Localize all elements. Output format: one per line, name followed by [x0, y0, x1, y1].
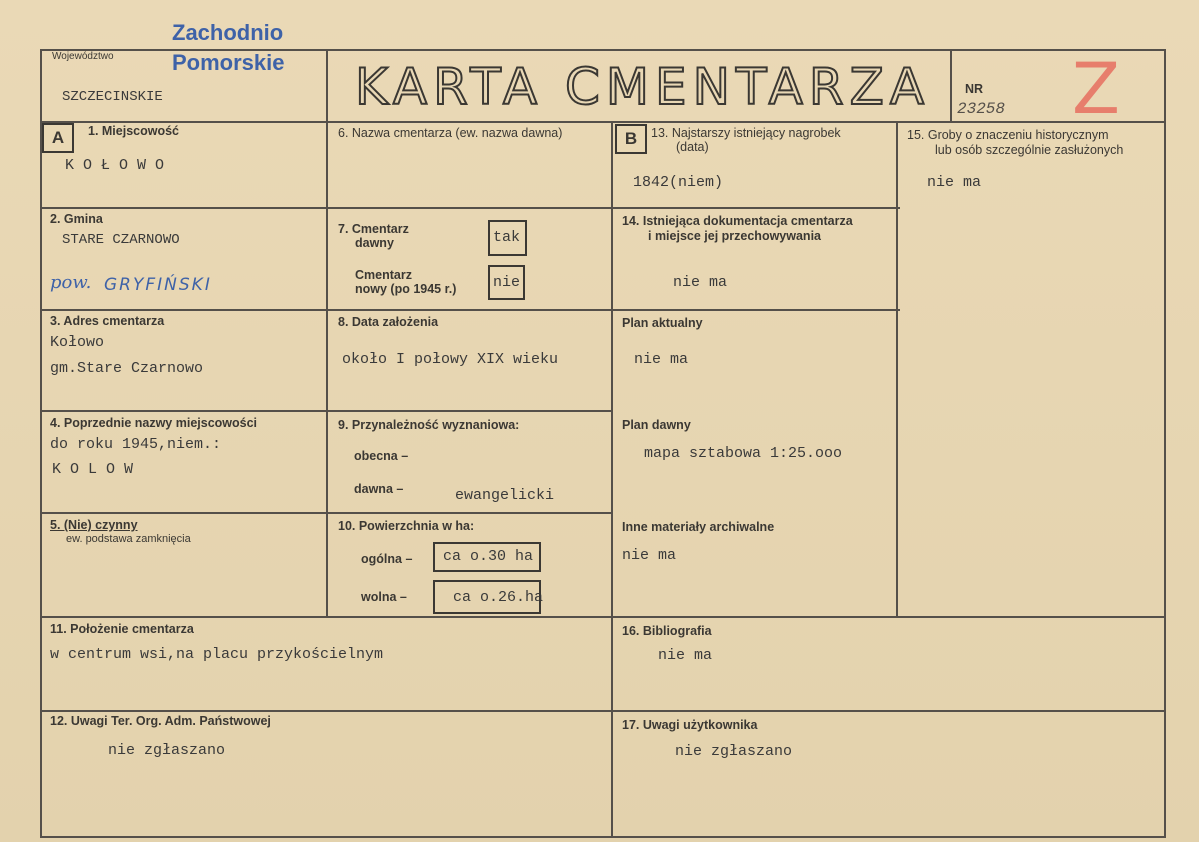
- inne-materialy-label: Inne materiały archiwalne: [622, 520, 775, 534]
- field-2-value: STARE CZARNOWO: [62, 232, 180, 248]
- field-16-value: nie ma: [658, 647, 713, 664]
- nr-value: 23258: [957, 100, 1006, 118]
- archive-mark: Z: [1072, 48, 1120, 130]
- field-10-ogolna: ogólna –: [361, 552, 413, 566]
- wojewodztwo-value: SZCZECINSKIE: [62, 89, 163, 105]
- pow-prefix: pow.: [50, 272, 92, 293]
- plan-aktualny-value: nie ma: [634, 351, 689, 368]
- dawny-box: [488, 220, 527, 256]
- field-13-value: 1842(niem): [633, 174, 724, 191]
- field-10-wolna-value: ca o.26.ha: [453, 589, 544, 606]
- plan-dawny-value: mapa sztabowa 1:25.ooo: [644, 445, 843, 462]
- field-9-dawna: dawna –: [354, 482, 404, 496]
- field-15-label-a: 15. Groby o znaczeniu historycznym: [907, 128, 1109, 142]
- field-4-value-line2: K O L O W: [52, 461, 134, 478]
- pow-value: GRYFIŃSKI: [104, 275, 212, 295]
- field-3-value-line2: gm.Stare Czarnowo: [50, 360, 204, 377]
- wolna-box: [433, 580, 544, 614]
- line: [950, 49, 952, 121]
- field-15-value: nie ma: [927, 174, 982, 191]
- field-1-label: 1. Miejscowość: [88, 124, 180, 138]
- field-7-label-b: dawny: [355, 236, 394, 250]
- field-13-label-b: (data): [676, 140, 709, 154]
- field-7-label-a: 7. Cmentarz: [338, 222, 409, 236]
- field-7-label-d: nowy (po 1945 r.): [355, 282, 457, 296]
- line: [326, 49, 328, 616]
- field-14-value: nie ma: [673, 274, 728, 291]
- field-5-label: 5. (Nie) czynny: [50, 518, 138, 532]
- field-3-value-line1: Kołowo: [50, 334, 105, 351]
- field-10-label: 10. Powierzchnia w ha:: [338, 519, 475, 533]
- field-17-label: 17. Uwagi użytkownika: [622, 718, 758, 732]
- field-9-label: 9. Przynależność wyznaniowa:: [338, 418, 520, 432]
- plan-dawny-label: Plan dawny: [622, 418, 691, 432]
- field-2-label: 2. Gmina: [50, 212, 103, 226]
- field-7-value-b: nie: [493, 274, 521, 291]
- line: [1164, 49, 1166, 838]
- field-11-value: w centrum wsi,na placu przykościelnym: [50, 646, 384, 663]
- nr-label: NR: [965, 82, 984, 96]
- line: [40, 836, 1166, 838]
- wojewodztwo-label: Województwo: [52, 51, 114, 62]
- field-6-label: 6. Nazwa cmentarza (ew. nazwa dawna): [338, 126, 563, 140]
- field-1-value: K O Ł O W O: [65, 157, 165, 174]
- field-7-label-c: Cmentarz: [355, 268, 412, 282]
- line: [40, 207, 900, 209]
- line: [896, 121, 898, 616]
- field-11-label: 11. Położenie cmentarza: [50, 622, 194, 636]
- field-14-label-b: i miejsce jej przechowywania: [648, 229, 821, 243]
- line: [40, 309, 900, 311]
- line: [40, 710, 1166, 712]
- field-8-value: około I połowy XIX wieku: [342, 351, 559, 368]
- field-5-sub: ew. podstawa zamknięcia: [66, 533, 191, 545]
- field-13-label-a: 13. Najstarszy istniejący nagrobek: [651, 126, 841, 140]
- field-14-label-a: 14. Istniejąca dokumentacja cmentarza: [622, 214, 853, 228]
- ogolna-box: [433, 542, 541, 572]
- field-9-obecna: obecna –: [354, 449, 409, 463]
- field-9-dawna-value: ewangelicki: [455, 487, 555, 504]
- line: [611, 121, 613, 836]
- inne-materialy-value: nie ma: [622, 547, 677, 564]
- field-15-label-b: lub osób szczególnie zasłużonych: [935, 143, 1124, 157]
- field-4-label: 4. Poprzednie nazwy miejscowości: [50, 416, 258, 430]
- nowy-box: [488, 265, 525, 300]
- line: [40, 49, 42, 838]
- plan-aktualny-label: Plan aktualny: [622, 316, 703, 330]
- field-7-value-a: tak: [493, 229, 521, 246]
- field-17-value: nie zgłaszano: [675, 743, 793, 760]
- field-10-ogolna-value: ca o.30 ha: [443, 548, 534, 565]
- field-12-value: nie zgłaszano: [108, 742, 226, 759]
- field-10-wolna: wolna –: [361, 590, 407, 604]
- field-16-label: 16. Bibliografia: [622, 624, 712, 638]
- field-8-label: 8. Data założenia: [338, 315, 439, 329]
- card-title: KARTA CMENTARZA: [355, 58, 931, 116]
- field-12-label: 12. Uwagi Ter. Org. Adm. Państwowej: [50, 714, 271, 728]
- line: [40, 616, 1166, 618]
- region-stamp-line1: Zachodnio: [172, 20, 284, 45]
- section-b-marker: B: [615, 124, 647, 154]
- field-3-label: 3. Adres cmentarza: [50, 314, 165, 328]
- section-a-marker: A: [42, 123, 74, 153]
- line: [40, 121, 1166, 123]
- field-4-value-line1: do roku 1945,niem.:: [50, 436, 222, 453]
- region-stamp-line2: Pomorskie: [172, 50, 285, 75]
